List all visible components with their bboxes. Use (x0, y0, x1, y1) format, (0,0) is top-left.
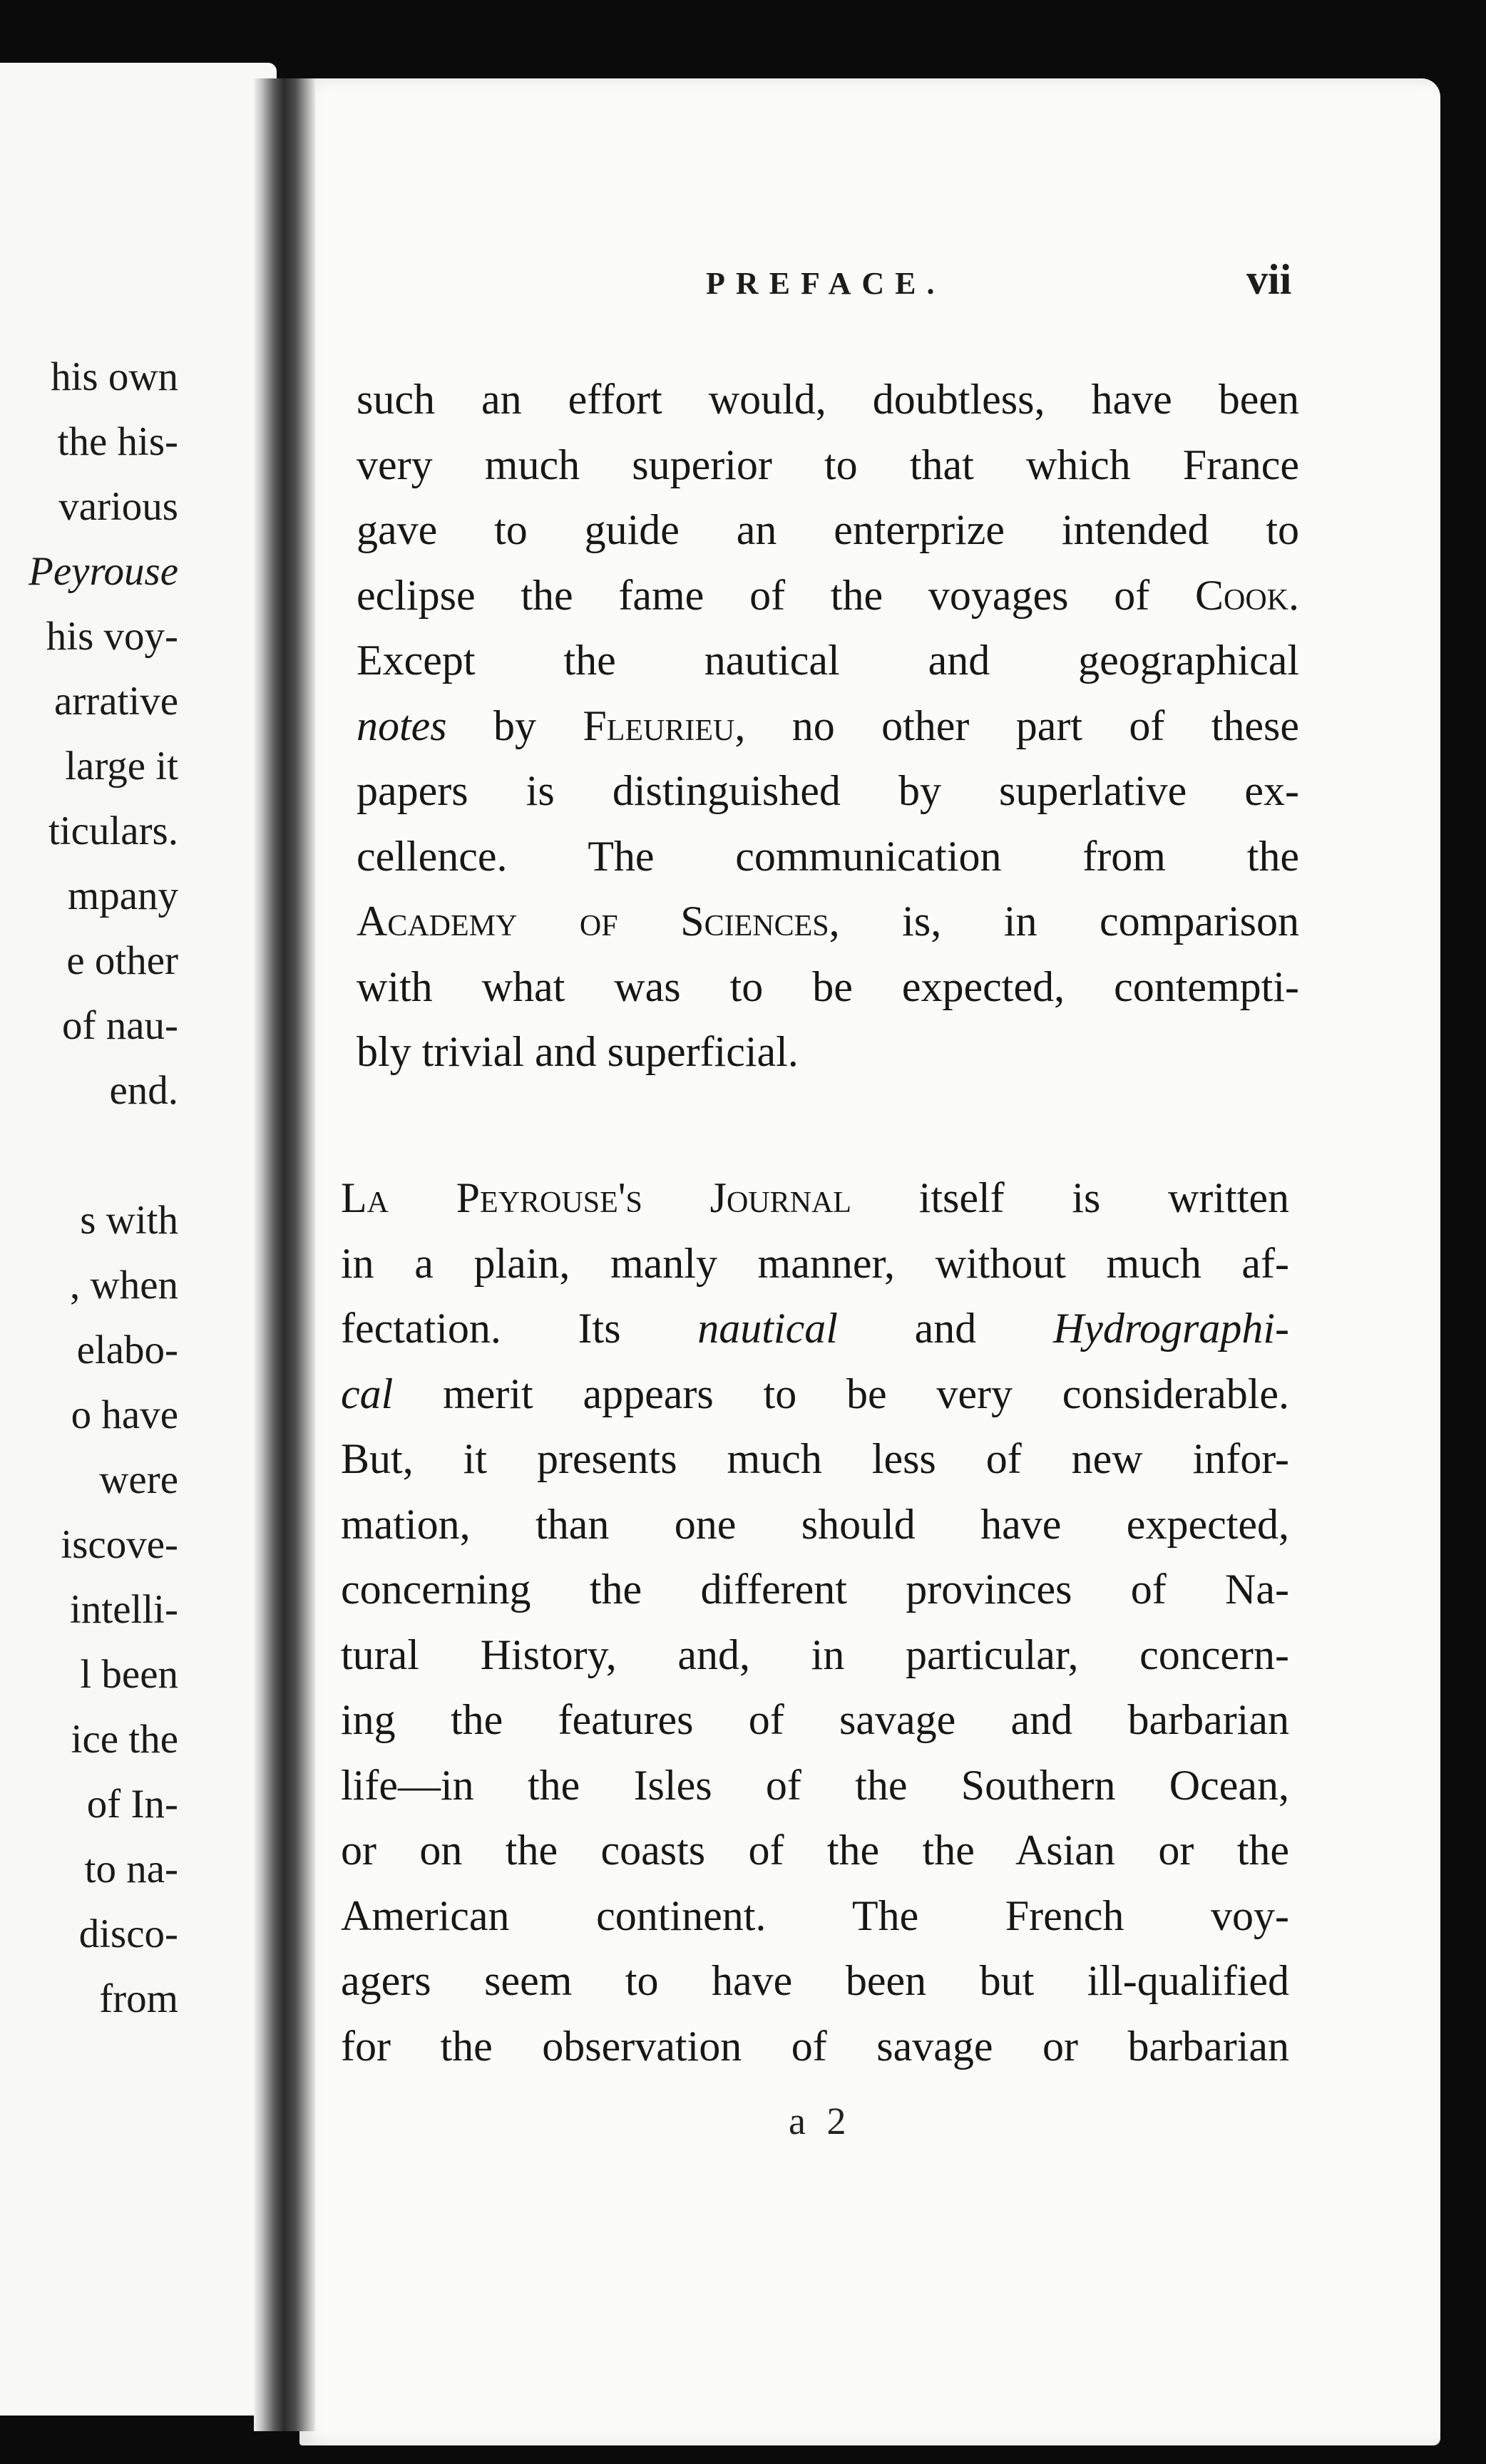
facing-page-line: to na- (84, 1847, 178, 1891)
facing-page-line: his voy- (46, 614, 178, 659)
text-run: La Peyrouse's Journal (341, 1174, 851, 1221)
text-run: Cook. (1194, 571, 1299, 619)
text-run: Academy of Sciences (357, 898, 829, 945)
text-line (357, 508, 1299, 551)
text-run: mation, than one should have expected, (341, 1500, 1289, 1548)
text-run: , is, in comparison (829, 898, 1299, 945)
text-run: nautical (697, 1305, 838, 1352)
book-gutter (254, 78, 315, 2431)
text-run: and (837, 1305, 1053, 1352)
facing-page-line: of In- (86, 1782, 178, 1827)
text-run: agers seem to have been but ill-qualified (341, 1957, 1289, 2004)
text-line (341, 1761, 1289, 1809)
facing-page-line: large it (65, 744, 178, 789)
text-run: Hydrographi- (1052, 1305, 1289, 1352)
facing-page-line: his own (51, 354, 178, 399)
facing-page-line: various (58, 484, 178, 529)
facing-page-line: were (99, 1457, 178, 1502)
text-line (357, 639, 1299, 682)
page-number: vii (1246, 256, 1292, 303)
text-run: life—in the Isles of the Southern Ocean, (341, 1761, 1289, 1809)
text-run: , no other part of these (734, 702, 1299, 749)
text-run: cellence. The communication from the (357, 832, 1299, 880)
facing-page-line: mpany (67, 873, 178, 918)
text-line (341, 1633, 1289, 1676)
text-run: with what was to be expected, contempti- (357, 962, 1299, 1010)
text-run: concerning the different provinces of Na- (341, 1566, 1289, 1613)
facing-page-line: Peyrouse (29, 549, 178, 594)
text-line (341, 1829, 1289, 1872)
facing-page-line: disco- (78, 1911, 178, 1956)
text-run: for the observation of savage or barbarian (341, 2022, 1289, 2070)
text-line (357, 571, 1299, 619)
text-run: ing the features of savage and barbarian (341, 1696, 1289, 1743)
text-run: by (446, 702, 583, 749)
text-line (341, 1176, 1289, 1219)
text-run: or on the coasts of the the Asian or the (341, 1827, 1289, 1874)
text-run: bly trivial and superficial. (357, 1028, 799, 1075)
text-line (357, 769, 1299, 812)
text-line (341, 1500, 1289, 1548)
facing-page-fragment (0, 63, 277, 2416)
text-run: very much superior to that which France (357, 441, 1299, 488)
facing-page-line: o have (71, 1392, 178, 1437)
text-line (341, 1437, 1289, 1480)
text-run: notes (357, 702, 447, 749)
text-line (357, 962, 1299, 1010)
text-line (357, 1030, 1299, 1073)
text-line (357, 378, 1299, 421)
text-line (341, 2022, 1289, 2070)
text-run: But, it presents much less of new infor- (341, 1435, 1289, 1482)
text-line (357, 832, 1299, 880)
text-line (341, 1891, 1289, 1939)
text-line (357, 900, 1299, 943)
text-line (341, 1568, 1289, 1611)
text-run: eclipse the fame of the voyages of (357, 571, 1195, 619)
text-line (341, 1307, 1289, 1350)
facing-page-line: , when (70, 1263, 178, 1308)
facing-page-line: iscove- (61, 1522, 178, 1567)
text-run: gave to guide an enterprize intended to (357, 506, 1299, 553)
facing-page-line: from (99, 1976, 178, 2021)
text-run: fectation. Its (341, 1305, 698, 1352)
text-line (341, 1698, 1289, 1741)
facing-page-line: of nau- (61, 1003, 178, 1048)
facing-page-line: s with (80, 1198, 178, 1243)
facing-page-line: end. (109, 1068, 178, 1113)
text-run: Fleurieu (583, 702, 735, 749)
facing-page-line: the his- (57, 419, 178, 464)
text-line (341, 1959, 1289, 2002)
facing-page-line: ticulars. (48, 808, 178, 853)
signature-mark: a 2 (789, 2100, 852, 2142)
text-run: in a plain, manly manner, without much af- (341, 1239, 1289, 1287)
facing-page-line: ice the (71, 1717, 178, 1762)
text-line (341, 1372, 1289, 1415)
facing-page-line: l been (80, 1652, 178, 1697)
text-run: merit appears to be very considerable. (393, 1370, 1289, 1417)
text-run: such an effort would, doubtless, have been (357, 376, 1299, 423)
text-run: American continent. The French voy- (341, 1891, 1289, 1939)
facing-page-line: elabo- (76, 1328, 178, 1372)
running-head: PREFACE. (706, 266, 946, 301)
text-line (341, 1239, 1289, 1287)
text-run: Except the nautical and geographical (357, 637, 1299, 684)
text-run: tural History, and, in particular, concern- (341, 1631, 1289, 1678)
facing-page-line: arrative (53, 679, 178, 724)
text-run: papers is distinguished by superlative ex- (357, 767, 1299, 814)
text-run: itself is written (851, 1174, 1289, 1221)
text-run: cal (341, 1370, 394, 1417)
facing-page-line: e other (66, 938, 178, 983)
text-line (357, 704, 1299, 747)
text-line (357, 443, 1299, 486)
facing-page-line: intelli- (70, 1587, 178, 1632)
